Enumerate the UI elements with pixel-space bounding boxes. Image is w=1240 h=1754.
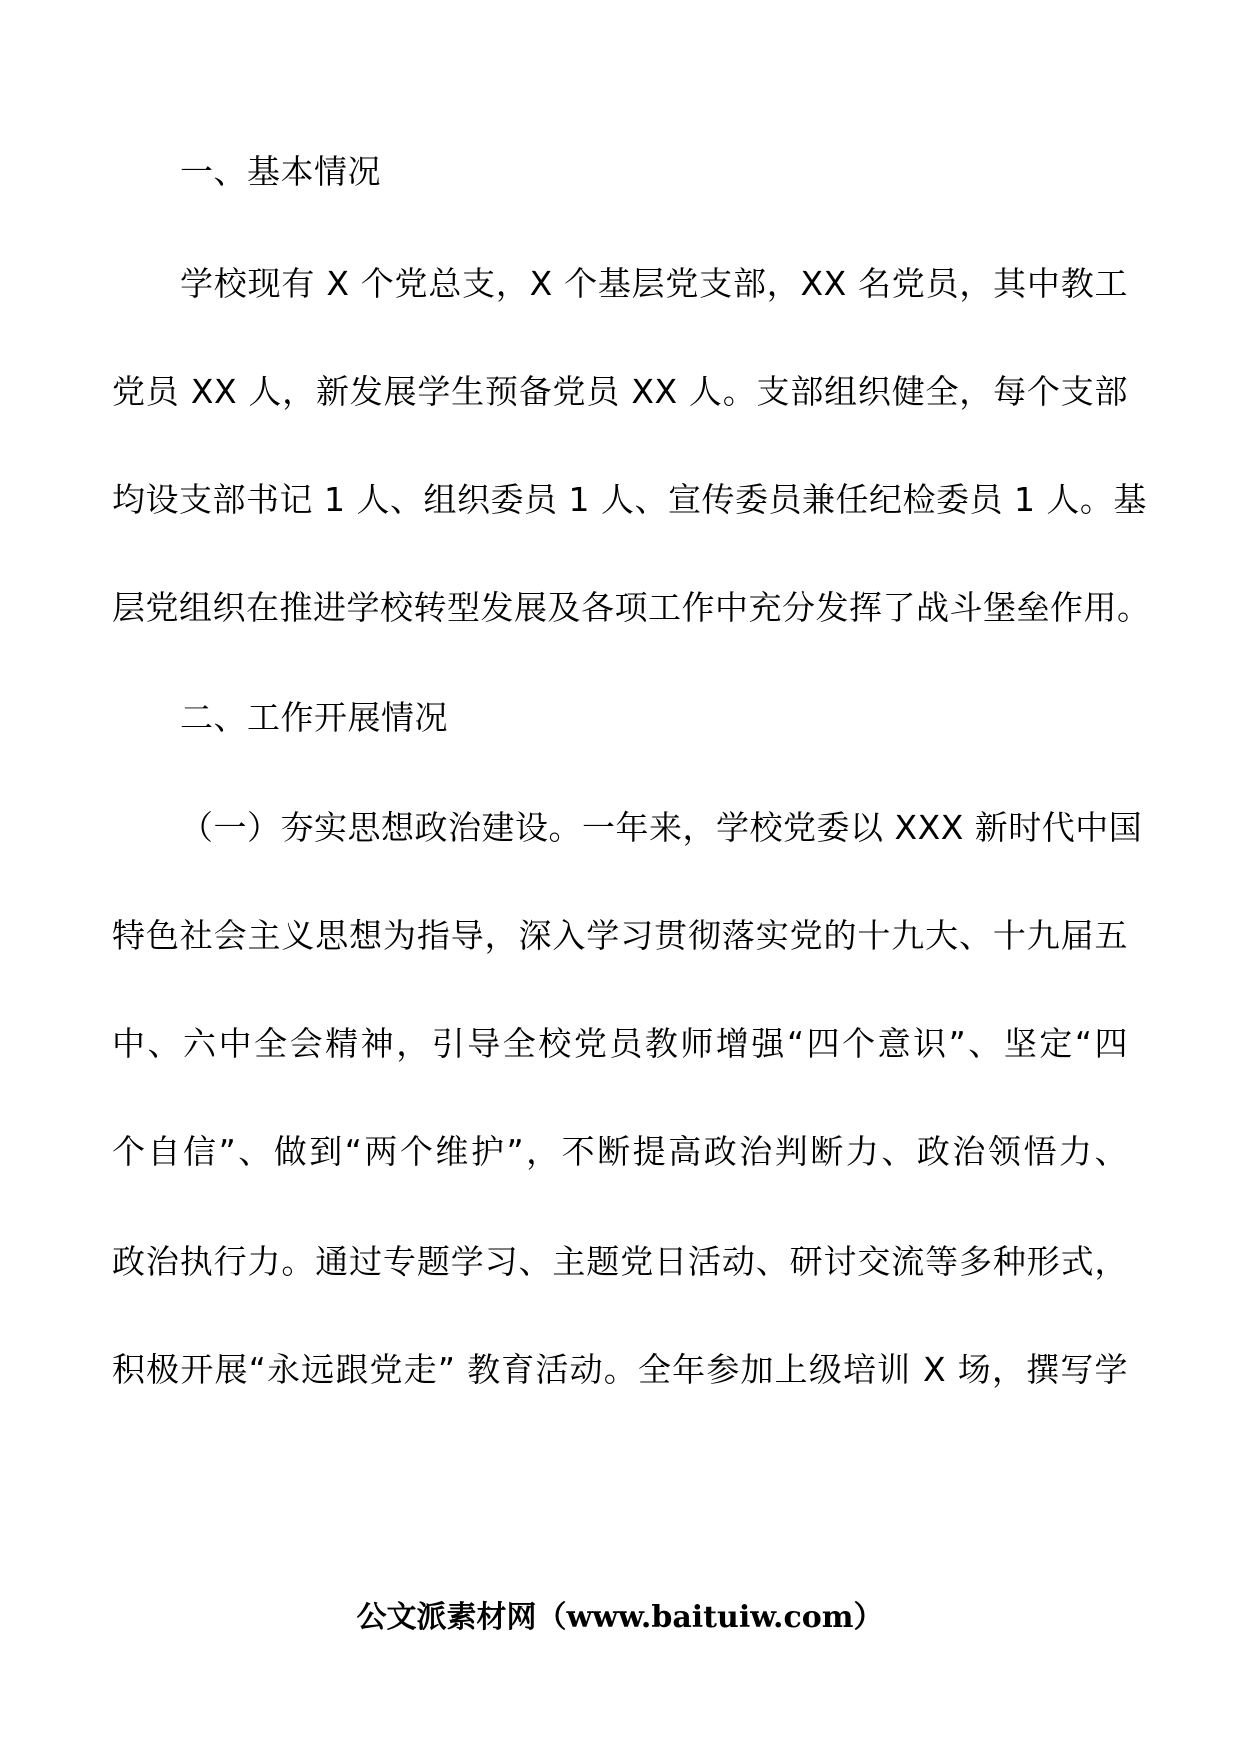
paragraph-line: 均设支部书记 1 人、组织委员 1 人、宣传委员兼任纪检委员 1 人。基 [112,480,1147,519]
paragraph-line: 特色社会主义思想为指导，深入学习贯彻落实党的十九大、十九届五 [112,916,1128,955]
section-heading-basic-situation: 一、基本情况 [180,152,381,191]
paragraph-line: 党员 XX 人，新发展学生预备党员 XX 人。支部组织健全，每个支部 [112,372,1128,411]
paragraph-line: 学校现有 X 个党总支，X 个基层党支部，XX 名党员，其中教工 [180,264,1128,303]
section-heading-work-progress: 二、工作开展情况 [180,698,448,737]
paragraph-line: 积极开展“永远跟党走” 教育活动。全年参加上级培训 X 场，撰写学 [112,1350,1128,1389]
paragraph-line: 政治执行力。通过专题学习、主题党日活动、研讨交流等多种形式， [112,1242,1128,1281]
paragraph-line: 中、六中全会精神，引导全校党员教师增强“四个意识”、坚定“四 [112,1024,1128,1063]
paragraph-line: 个自信”、做到“两个维护”，不断提高政治判断力、政治领悟力、 [112,1132,1128,1171]
paragraph-line: 层党组织在推进学校转型发展及各项工作中充分发挥了战斗堡垒作用。 [112,588,1151,627]
footer-watermark: 公文派素材网（www.baituiw.com） [356,1600,884,1635]
paragraph-line: （一）夯实思想政治建设。一年来，学校党委以 XXX 新时代中国 [180,808,1143,847]
